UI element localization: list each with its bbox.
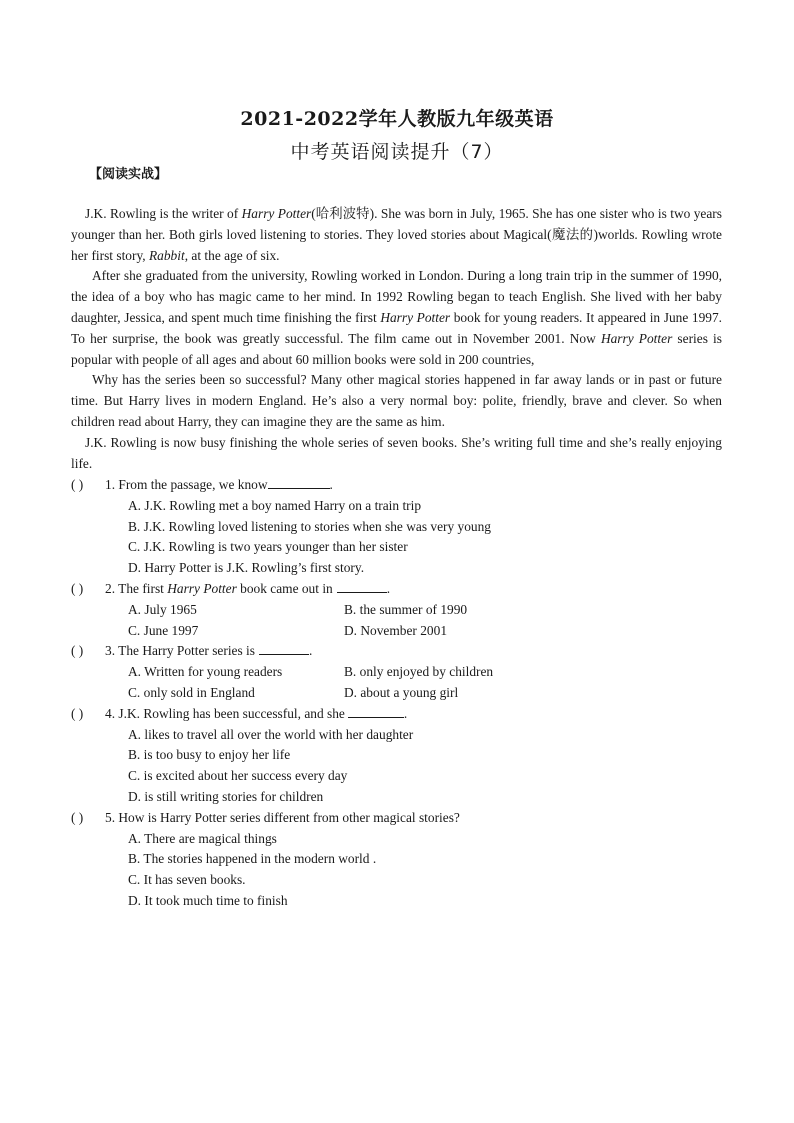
document-subtitle: 中考英语阅读提升（7） — [290, 141, 504, 163]
story-title: Rabbit — [148, 247, 185, 263]
answer-bracket[interactable]: ( ) — [71, 809, 84, 825]
answer-blank[interactable] — [259, 641, 309, 655]
option-d[interactable]: D. about a young girl — [344, 684, 459, 700]
question-stem: book came out in — [236, 580, 333, 596]
answer-blank[interactable] — [337, 579, 387, 593]
option-c[interactable]: C. J.K. Rowling is two years younger than her sister — [128, 539, 408, 555]
passage-paragraph-4: J.K. Rowling is now busy finishing the whole series of seven books. She’s writing full time and she’s really enjoying life. — [71, 434, 722, 471]
book-title: Harry Potter — [600, 330, 673, 346]
reading-passage — [71, 204, 722, 474]
question-stem: 2. The first — [105, 580, 168, 596]
passage-paragraph-3: Why has the series been so successful? Many other magical stories happened in far away lands or in past or future time. But Harry lives in modern England. He’s also a very normal boy: polite, friendly, brave and clever. So when children read about Harry, they can imagine they are the same as him. — [71, 372, 722, 429]
options-row — [71, 621, 722, 642]
section-label: 【阅读实战】 — [89, 167, 168, 182]
option-d[interactable]: D. Harry Potter is J.K. Rowling’s first story. — [128, 560, 365, 576]
question-stem: 3. The Harry Potter series is — [105, 643, 255, 659]
question-list — [71, 475, 722, 912]
book-title: Harry Potter — [380, 309, 451, 325]
option-c[interactable]: C. June 1997 — [128, 622, 199, 638]
passage-text: After she graduated from the university, Rowling worked in London. During a long train trip in the summer of 1990, the idea of a boy who has magic came to her mind. In 1992 Rowling began to teach English. She lived with her baby daughter, Jessica, and spent much time finishing the first — [71, 268, 722, 325]
question-1 — [71, 475, 722, 496]
option-a[interactable]: A. J.K. Rowling met a boy named Harry on a train trip — [128, 497, 422, 513]
question-end: . — [403, 705, 408, 721]
option-a[interactable]: A. July 1965 — [128, 601, 197, 617]
question-4 — [71, 704, 722, 725]
answer-blank[interactable] — [268, 475, 330, 489]
passage-text: series is popular with people of all ages and about 60 million books were sold in 200 countries, — [71, 330, 722, 367]
passage-text: , at the age of six. — [184, 247, 280, 263]
passage-paragraph-1 — [71, 204, 722, 266]
book-title: Harry Potter — [241, 206, 312, 221]
passage-text: (哈利波特). She was born in July, 1965. She has one sister who is two years younger than her. Both girls loved listening to stories. They loved stories about Magical(魔法的)worlds. Rowling wrote her first story, — [71, 206, 722, 263]
question-end: . — [309, 643, 313, 659]
option-d[interactable]: D. is still writing stories for children — [128, 788, 324, 804]
option-a[interactable]: A. There are magical things — [128, 830, 277, 846]
option-b[interactable]: B. only enjoyed by children — [344, 664, 494, 680]
question-5 — [71, 808, 722, 829]
question-end: . — [386, 580, 391, 596]
option-b[interactable]: B. the summer of 1990 — [344, 601, 468, 617]
options-row — [71, 600, 722, 621]
option-d[interactable]: D. November 2001 — [344, 622, 448, 638]
answer-bracket[interactable]: ( ) — [71, 643, 84, 659]
question-end: . — [329, 477, 333, 492]
book-title: Harry Potter — [167, 580, 237, 596]
question-3 — [71, 641, 722, 662]
answer-bracket[interactable]: ( ) — [71, 580, 84, 596]
passage-text: J.K. Rowling is the writer of — [85, 206, 242, 221]
passage-text: book for young readers. It appeared in June 1997. To her surprise, the book was greatly successful. The film came out in November 2001. Now — [71, 309, 723, 346]
question-2 — [71, 579, 722, 600]
answer-blank[interactable] — [348, 704, 404, 718]
answer-bracket[interactable]: ( ) — [71, 477, 84, 492]
option-c[interactable]: C. is excited about her success every day — [128, 768, 348, 784]
option-c[interactable]: C. It has seven books. — [128, 872, 246, 888]
option-b[interactable]: B. J.K. Rowling loved listening to stories when she was very young — [128, 518, 492, 534]
question-stem: 4. J.K. Rowling has been successful, and she — [105, 705, 345, 721]
question-stem: 5. How is Harry Potter series different from other magical stories? — [105, 809, 460, 825]
option-d[interactable]: D. It took much time to finish — [128, 892, 288, 908]
options-row — [71, 683, 722, 704]
option-b[interactable]: B. The stories happened in the modern world . — [128, 851, 377, 867]
option-c[interactable]: C. only sold in England — [128, 684, 255, 700]
options-row — [71, 662, 722, 683]
option-a[interactable]: A. likes to travel all over the world with her daughter — [128, 726, 414, 742]
answer-bracket[interactable]: ( ) — [71, 705, 84, 721]
passage-paragraph-2 — [71, 266, 722, 370]
document-title: 2021-2022学年人教版九年级英语 — [240, 108, 554, 130]
option-b[interactable]: B. is too busy to enjoy her life — [128, 747, 291, 763]
option-a[interactable]: A. Written for young readers — [128, 664, 283, 680]
question-stem: 1. From the passage, we know — [105, 477, 268, 492]
